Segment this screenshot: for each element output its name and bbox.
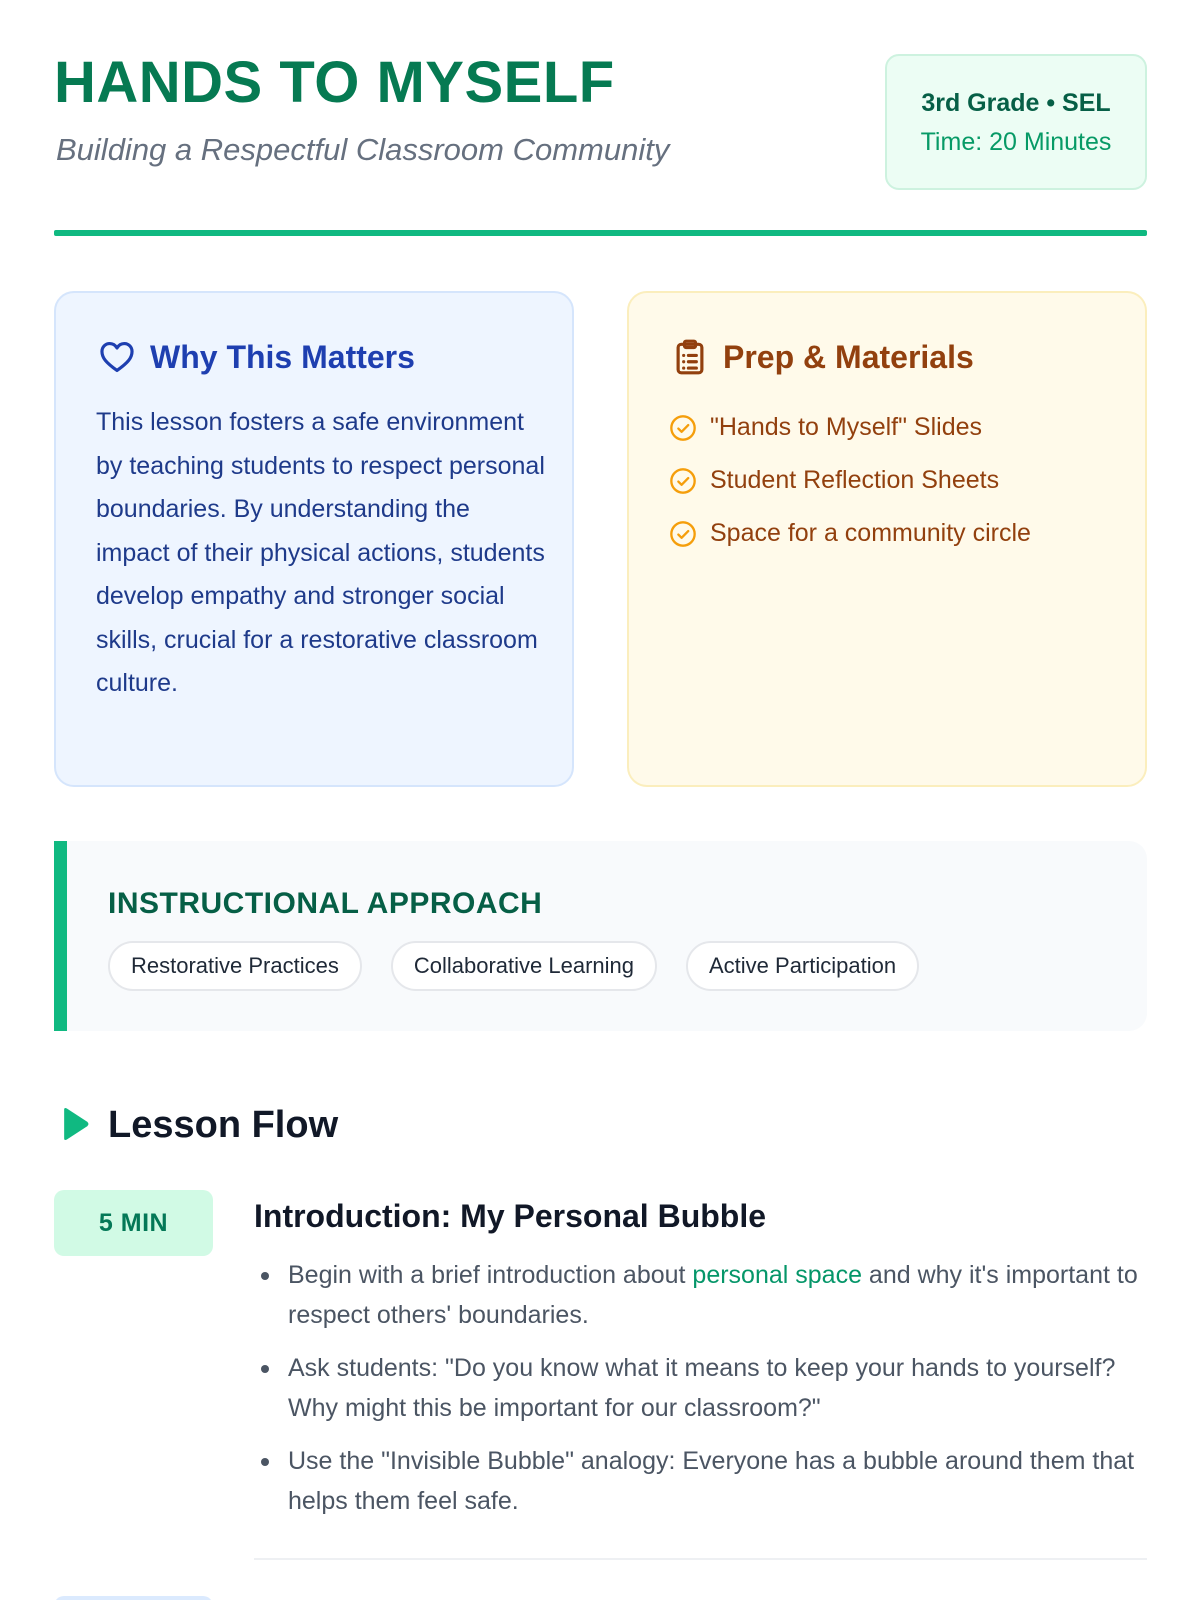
- bullet-dot: [261, 1365, 269, 1373]
- approach-tag: Active Participation: [686, 941, 919, 991]
- check-circle-icon: [669, 467, 697, 495]
- step-bullet: [254, 1441, 1147, 1521]
- play-icon: [58, 1105, 94, 1145]
- check-circle-icon: [669, 414, 697, 442]
- heart-icon: [96, 336, 138, 378]
- step-bullet-text: and why it's important to respect others' boundaries.: [288, 1261, 1138, 1329]
- why-card-header: [96, 335, 415, 379]
- step-divider: [254, 1558, 1147, 1560]
- approach-tag: Collaborative Learning: [391, 941, 657, 991]
- lesson-header: [54, 40, 1147, 190]
- why-card-body: This lesson fosters a safe environment by teaching students to respect personal boundaries. By understanding the impact of their physical actions, students develop empathy and stronger social skills, crucial for a restorative classroom culture.: [96, 408, 545, 697]
- approach-tags: [108, 941, 948, 991]
- materials-item: [669, 454, 1031, 507]
- why-card-title: Why This Matters: [150, 338, 415, 375]
- step-bullet-text: Use the "Invisible Bubble" analogy: Everyone has a bubble around them that helps them feel safe.: [288, 1447, 1135, 1515]
- prep-card: [627, 291, 1147, 787]
- step-duration-badge: 5 MIN: [54, 1190, 213, 1256]
- lesson-title: HANDS TO MYSELF: [54, 50, 615, 115]
- lesson-flow-header: [58, 1100, 338, 1150]
- bullet-dot: [261, 1272, 269, 1280]
- clipboard-icon: [669, 336, 711, 378]
- step-bullet-list: [254, 1255, 1147, 1534]
- approach-tag: Restorative Practices: [108, 941, 362, 991]
- next-step-badge: [54, 1596, 213, 1600]
- materials-item: [669, 507, 1031, 560]
- lesson-subtitle: Building a Respectful Classroom Community: [56, 132, 670, 167]
- step-title: Introduction: My Personal Bubble: [254, 1198, 767, 1234]
- approach-title: INSTRUCTIONAL APPROACH: [108, 887, 543, 920]
- highlight-term: personal space: [692, 1261, 862, 1289]
- check-circle-icon: [669, 520, 697, 548]
- bullet-dot: [261, 1458, 269, 1466]
- materials-item: [669, 401, 1031, 454]
- why-card: [54, 291, 574, 787]
- step-bullet: [254, 1348, 1147, 1428]
- prep-card-title: Prep & Materials: [723, 338, 974, 375]
- step-bullet: [254, 1255, 1147, 1335]
- materials-list: [669, 401, 1031, 560]
- header-divider: [54, 230, 1147, 236]
- materials-item-label: "Hands to Myself" Slides: [710, 413, 983, 441]
- prep-card-header: [669, 335, 974, 379]
- materials-item-label: Space for a community circle: [710, 519, 1031, 547]
- lesson-flow-title: Lesson Flow: [108, 1103, 339, 1146]
- grade-subject-label: 3rd Grade • SEL: [921, 89, 1111, 117]
- step-bullet-text: Begin with a brief introduction about: [288, 1261, 693, 1289]
- step-bullet-text: Ask students: "Do you know what it means to keep your hands to yourself? Why might this be important for our classroom?": [288, 1354, 1116, 1422]
- instructional-approach-section: [54, 841, 1147, 1031]
- approach-accent-bar: [54, 841, 67, 1031]
- time-label: Time: 20 Minutes: [920, 128, 1112, 156]
- lesson-meta-box: [885, 54, 1147, 190]
- materials-item-label: Student Reflection Sheets: [710, 466, 1000, 494]
